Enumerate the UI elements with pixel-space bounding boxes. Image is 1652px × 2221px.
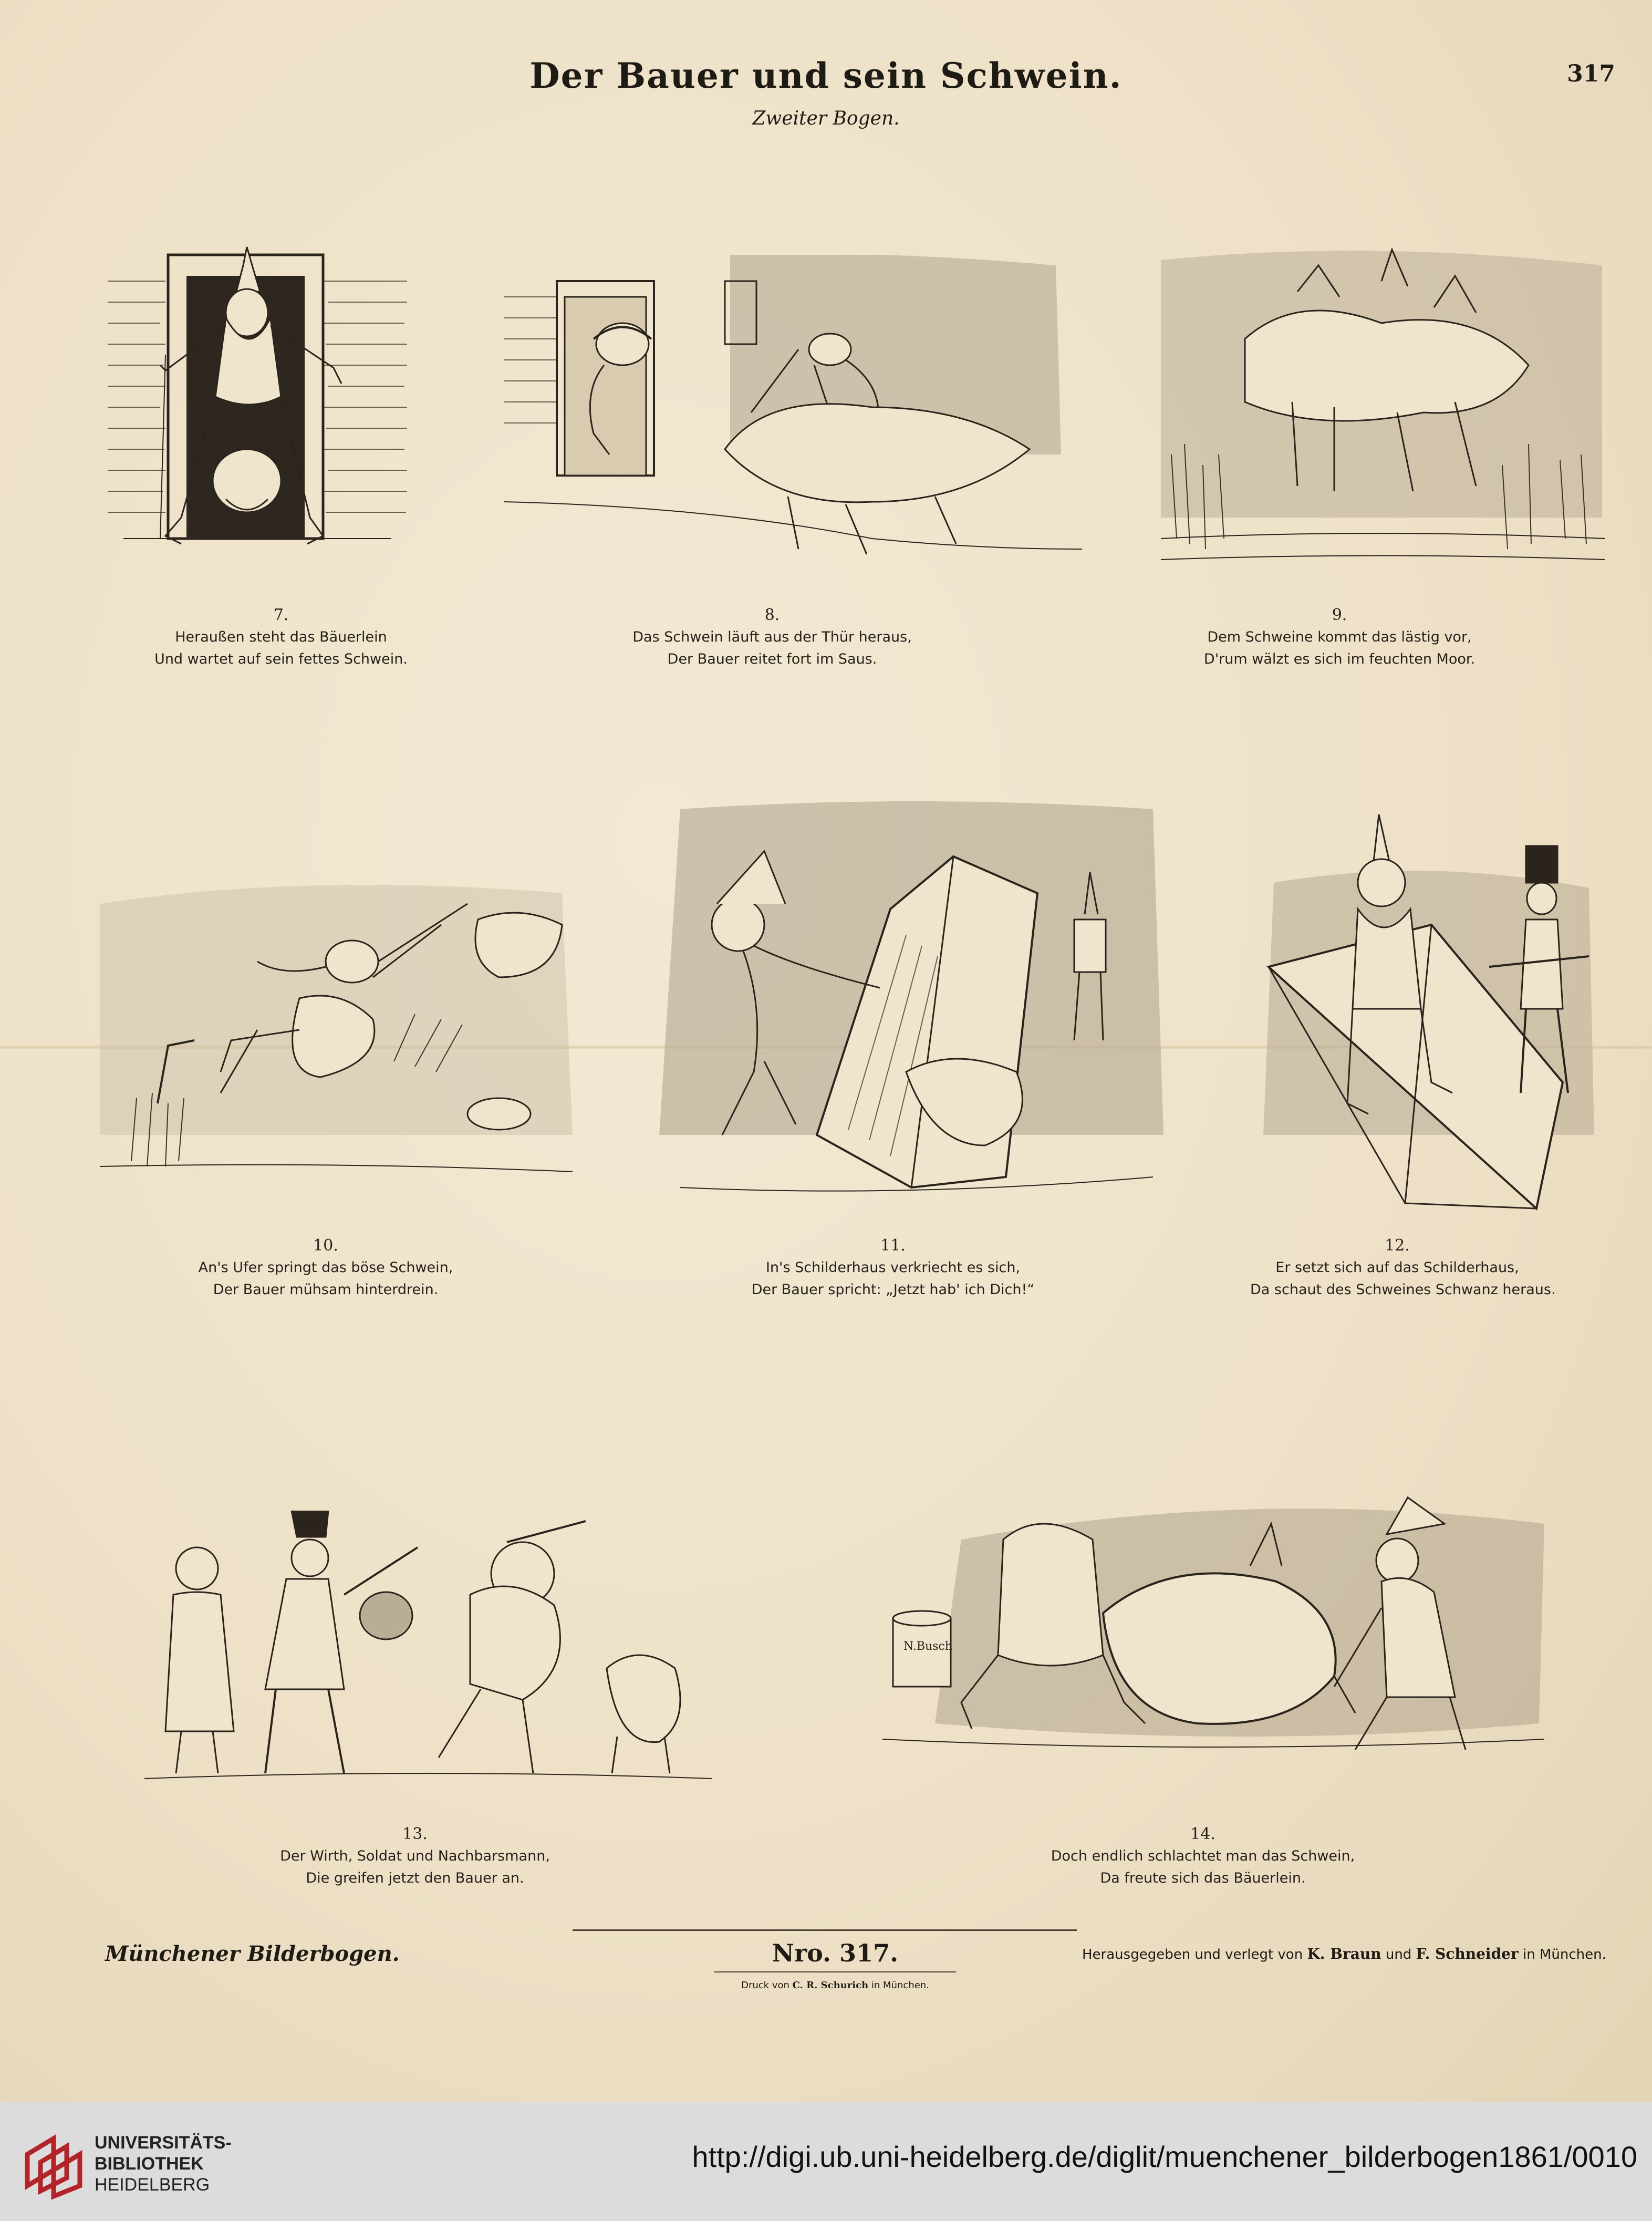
- illustration-panel-14: [882, 1476, 1544, 1771]
- printer-name: C. R. Schurich: [792, 1980, 869, 1991]
- caption-panel-13: [247, 1823, 583, 1889]
- caption-line: Da schaut des Schweines Schwanz heraus.: [1250, 1282, 1556, 1298]
- caption-line: Da freute sich das Bäuerlein.: [1100, 1870, 1306, 1886]
- publisher-braun: K. Braun: [1307, 1945, 1381, 1962]
- library-name: [95, 2132, 232, 2195]
- illustration-panel-13: [144, 1511, 712, 1784]
- illustration-panel-9: [1161, 244, 1605, 570]
- caption-line: In's Schilderhaus verkriecht es sich,: [765, 1259, 1021, 1276]
- series-title: Münchener Bilderbogen.: [105, 1941, 400, 1966]
- caption-panel-9: [1177, 604, 1502, 670]
- page-title: Der Bauer und sein Schwein.: [529, 55, 1123, 96]
- caption-line: Doch endlich schlachtet man das Schwein,: [1051, 1848, 1355, 1864]
- panel-number: 13.: [402, 1825, 428, 1843]
- illustration-panel-10: [100, 841, 575, 1208]
- caption-line: Das Schwein läuft aus der Thür heraus,: [632, 629, 912, 645]
- page-number: 317: [1567, 60, 1615, 87]
- publisher-prefix: Herausgegeben und verlegt von: [1082, 1947, 1303, 1962]
- caption-line: Der Wirth, Soldat und Nachbarsmann,: [280, 1848, 550, 1864]
- issue-number: Nro. 317.: [772, 1939, 899, 1967]
- caption-panel-12: [1250, 1235, 1556, 1301]
- caption-panel-14: [1019, 1823, 1387, 1889]
- caption-line: Er setzt sich auf das Schilderhaus,: [1275, 1259, 1519, 1276]
- printer-suffix: in München.: [871, 1980, 929, 1991]
- caption-panel-7: [100, 604, 462, 670]
- panel-number: 14.: [1190, 1825, 1215, 1843]
- library-name-line2: BIBLIOTHEK: [95, 2154, 204, 2174]
- illustration-panel-8: [504, 255, 1085, 575]
- illustration-panel-7: [102, 234, 412, 575]
- illustration-panel-12: [1253, 809, 1605, 1219]
- caption-panel-10: [158, 1235, 494, 1301]
- panel-number: 7.: [273, 606, 289, 624]
- illustration-panel-11: [659, 799, 1169, 1219]
- panel-number: 10.: [313, 1236, 338, 1255]
- page-subtitle: Zweiter Bogen.: [752, 108, 900, 129]
- publisher-line: [1082, 1945, 1606, 1962]
- panel-number: 11.: [880, 1236, 906, 1255]
- library-name-line1: UNIVERSITÄTS-: [95, 2133, 232, 2153]
- bucket-label: N.Busch: [903, 1640, 952, 1653]
- library-name-line3: HEIDELBERG: [95, 2175, 210, 2195]
- library-logo-icon[interactable]: [17, 2123, 96, 2202]
- caption-line: Und wartet auf sein fettes Schwein.: [154, 651, 408, 667]
- caption-line: Der Bauer mühsam hinterdrein.: [213, 1282, 439, 1298]
- caption-line: An's Ufer springt das böse Schwein,: [198, 1259, 453, 1276]
- caption-line: Die greifen jetzt den Bauer an.: [306, 1870, 524, 1886]
- caption-line: Der Bauer reitet fort im Saus.: [667, 651, 877, 667]
- footer-rule-short: [714, 1971, 956, 1972]
- publisher-suffix: in München.: [1522, 1947, 1606, 1962]
- caption-line: Heraußen steht das Bäuerlein: [175, 629, 387, 645]
- caption-line: Der Bauer spricht: „Jetzt hab' ich Dich!“: [751, 1282, 1035, 1298]
- printer-prefix: Druck von: [741, 1980, 789, 1991]
- panel-number: 8.: [764, 606, 780, 624]
- publisher-and: und: [1385, 1947, 1412, 1962]
- printer-line: [683, 1980, 988, 1991]
- caption-line: D'rum wälzt es sich im feuchten Moor.: [1203, 651, 1476, 667]
- footer-rule: [573, 1929, 1077, 1931]
- caption-panel-8: [588, 604, 956, 670]
- publisher-schneider: F. Schneider: [1416, 1945, 1519, 1962]
- permalink-url[interactable]: http://digi.ub.uni-heidelberg.de/diglit/muenchener_bilderbogen1861/0010: [692, 2140, 1637, 2173]
- panel-number: 12.: [1385, 1236, 1410, 1255]
- panel-number: 9.: [1332, 606, 1347, 624]
- caption-panel-11: [704, 1235, 1082, 1301]
- caption-line: Dem Schweine kommt das lästig vor,: [1207, 629, 1472, 645]
